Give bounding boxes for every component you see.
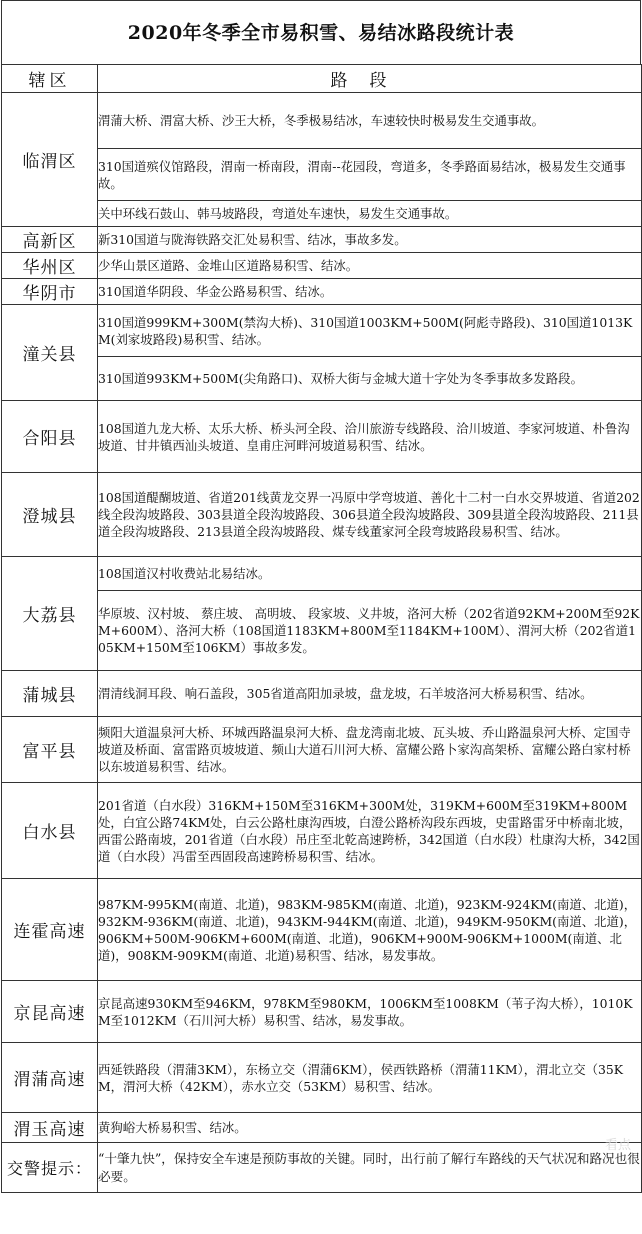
column-header-road: 路段: [98, 65, 642, 93]
table-row: [2, 717, 642, 783]
tip-text: “十肇九快”，保持安全车速是预防事故的关键。同时，出行前了解行车路线的天气状况和路况也很必要。: [98, 1143, 642, 1193]
road-segment: 108国道醍醐坡道、省道201线黄龙交界一冯原中学弯坡道、善化十二村一白水交界坡道、省道202线全段沟坡路段、303县道全段沟坡路段、306县道全段沟坡路段、309县道全段沟坡路段、211县道全段沟坡路段、213县道全段沟坡路段、煤专线董家河全段弯坡路段易积雪、结冰。: [98, 473, 642, 557]
road-segment: 渭清线洞耳段、响石盖段，305省道高阳加录坡，盘龙坡，石羊坡洛河大桥易积雪、结冰。: [98, 671, 642, 717]
road-segment: 华原坡、汉村坡、 蔡庄坡、 高明坡、 段家坡、义井坡，洛河大桥（202省道92KM+200M至92KM+600M）、洛河大桥（108国道1183KM+800M至1184KM+100M）、渭河大桥（202省道105KM+150M至106KM）事故多发。: [98, 591, 642, 671]
column-header-district: 辖区: [2, 65, 98, 93]
statistics-sheet: [1, 0, 641, 1193]
district-name: 蒲城县: [2, 671, 98, 717]
district-name: 大荔县: [2, 557, 98, 671]
table-row: [2, 783, 642, 879]
table-row: [2, 201, 642, 227]
table-row: [2, 981, 642, 1043]
road-segment: 西延铁路段（渭蒲3KM），东杨立交（渭蒲6KM），侯西铁路桥（渭蒲11KM），渭北立交（35KM，渭河大桥（42KM），赤水立交（53KM）易积雪、结冰。: [98, 1043, 642, 1113]
road-segment: 少华山景区道路、金堆山区道路易积雪、结冰。: [98, 253, 642, 279]
road-segment: 频阳大道温泉河大桥、环城西路温泉河大桥、盘龙湾南北坡、瓦头坡、乔山路温泉河大桥、定国寺坡道及桥面、富雷路页坡坡道、频山大道石川河大桥、富耀公路卜家沟高架桥、富耀公路白家村桥以东坡道易积雪、结冰。: [98, 717, 642, 783]
district-name: 富平县: [2, 717, 98, 783]
district-name: 华阴市: [2, 279, 98, 305]
table-header-row: [2, 65, 642, 93]
table-row: [2, 401, 642, 473]
table-row: [2, 93, 642, 149]
table-row: [2, 1043, 642, 1113]
road-segment: 310国道殡仪馆路段，渭南一桥南段，渭南--花园段，弯道多，冬季路面易结冰，极易发生交通事故。: [98, 149, 642, 201]
district-name: 白水县: [2, 783, 98, 879]
table-row: [2, 591, 642, 671]
table-row: [2, 305, 642, 357]
district-name: 渭蒲高速: [2, 1043, 98, 1113]
road-segment: 渭蒲大桥、渭富大桥、沙王大桥，冬季极易结冰，车速较快时极易发生交通事故。: [98, 93, 642, 149]
tip-row: [2, 1143, 642, 1193]
district-name: 连霍高速: [2, 879, 98, 981]
road-segment: 310国道999KM+300M(禁沟大桥)、310国道1003KM+500M(阿彪寺路段)、310国道1013KM(刘家坡路段)易积雪、结冰。: [98, 305, 642, 357]
district-name: 澄城县: [2, 473, 98, 557]
road-table: [1, 64, 642, 1193]
district-name: 渭玉高速: [2, 1113, 98, 1143]
district-name: 京昆高速: [2, 981, 98, 1043]
table-row: [2, 473, 642, 557]
table-row: [2, 253, 642, 279]
district-name: 潼关县: [2, 305, 98, 401]
district-name: 高新区: [2, 227, 98, 253]
road-segment: 310国道993KM+500M(尖角路口)、双桥大街与金城大道十字处为冬季事故多发路段。: [98, 357, 642, 401]
road-segment: 201省道（白水段）316KM+150M至316KM+300M处，319KM+600M至319KM+800M处，白宜公路74KM处，白云公路杜康沟西坡，白澄公路桥沟段东西坡，史雷路雷牙中桥南北坡，西雷公路南坡，201省道（白水段）吊庄至北乾高速跨桥，342国道（白水段）杜康沟大桥，342国道（白水段）冯雷至西固段高速跨桥易积雪、结冰。: [98, 783, 642, 879]
page-title: 2020年冬季全市易积雪、易结冰路段统计表: [1, 0, 641, 64]
tip-label: 交警提示：: [2, 1143, 98, 1193]
road-segment: 黄狗峪大桥易积雪、结冰。: [98, 1113, 642, 1143]
road-segment: 987KM-995KM(南道、北道)，983KM-985KM(南道、北道)，923KM-924KM(南道、北道)，932KM-936KM(南道、北道)，943KM-944KM(南道、北道)，949KM-950KM(南道、北道)，906KM+500M-906KM+600M(南道、北道)，906KM+900M-906KM+1000M(南道、北道)，908KM-909KM(南道、北道)易积雪、结冰，易发事故。: [98, 879, 642, 981]
table-row: [2, 557, 642, 591]
road-segment: 关中环线石鼓山、韩马坡路段，弯道处车速快，易发生交通事故。: [98, 201, 642, 227]
table-row: [2, 671, 642, 717]
district-name: 华州区: [2, 253, 98, 279]
road-segment: 108国道九龙大桥、太乐大桥、桥头河全段、洽川旅游专线路段、洽川坡道、李家河坡道、朴鲁沟坡道、甘井镇西汕头坡道、皇甫庄河畔河坡道易积雪、结冰。: [98, 401, 642, 473]
road-segment: 新310国道与陇海铁路交汇处易积雪、结冰，事故多发。: [98, 227, 642, 253]
watermark: 看点: [604, 1138, 631, 1153]
table-row: [2, 279, 642, 305]
district-name: 临渭区: [2, 93, 98, 227]
table-row: [2, 357, 642, 401]
table-row: [2, 227, 642, 253]
table-row: [2, 879, 642, 981]
table-row: [2, 149, 642, 201]
road-segment: 310国道华阴段、华金公路易积雪、结冰。: [98, 279, 642, 305]
road-segment: 京昆高速930KM至946KM，978KM至980KM，1006KM至1008KM（苇子沟大桥），1010KM至1012KM（石川河大桥）易积雪、结冰，易发事故。: [98, 981, 642, 1043]
road-segment: 108国道汉村收费站北易结冰。: [98, 557, 642, 591]
district-name: 合阳县: [2, 401, 98, 473]
table-row: [2, 1113, 642, 1143]
table-body: [2, 93, 642, 1143]
